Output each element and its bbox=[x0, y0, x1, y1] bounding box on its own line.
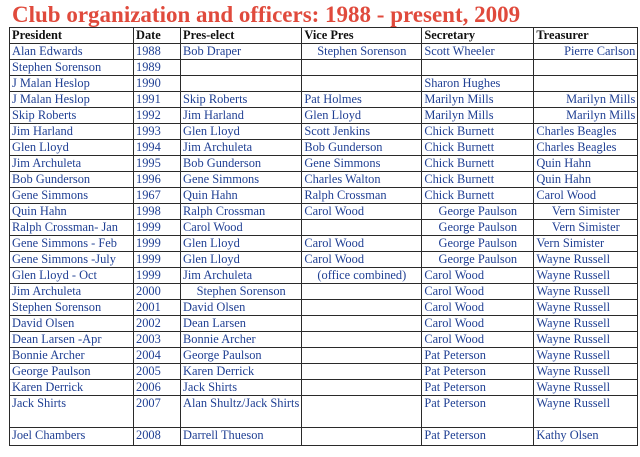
vice-pres-cell bbox=[302, 348, 422, 364]
president-cell: Jim Archuleta bbox=[10, 156, 134, 172]
date-cell: 2002 bbox=[134, 316, 181, 332]
table-row bbox=[10, 172, 638, 188]
pres-elect-cell: Skip Roberts bbox=[181, 92, 302, 108]
president-cell: George Paulson bbox=[10, 364, 134, 380]
secretary-cell bbox=[422, 60, 534, 76]
table-row bbox=[10, 188, 638, 204]
date-cell: 2005 bbox=[134, 364, 181, 380]
treasurer-cell: Wayne Russell bbox=[534, 396, 638, 428]
pres-elect-cell: Jim Harland bbox=[181, 108, 302, 124]
vice-pres-cell bbox=[302, 428, 422, 446]
president-cell: Bonnie Archer bbox=[10, 348, 134, 364]
vice-pres-cell bbox=[302, 284, 422, 300]
president-cell: Quin Hahn bbox=[10, 204, 134, 220]
secretary-cell: Chick Burnett bbox=[422, 124, 534, 140]
vice-pres-cell: Carol Wood bbox=[302, 204, 422, 220]
pres-elect-cell: Dean Larsen bbox=[181, 316, 302, 332]
pres-elect-cell: Bonnie Archer bbox=[181, 332, 302, 348]
president-cell: Skip Roberts bbox=[10, 108, 134, 124]
vice-pres-cell: (office combined) bbox=[302, 268, 422, 284]
treasurer-cell bbox=[534, 76, 638, 92]
president-cell: Glen Lloyd bbox=[10, 140, 134, 156]
column-header-president: President bbox=[10, 28, 134, 44]
table-row bbox=[10, 204, 638, 220]
treasurer-cell: Wayne Russell bbox=[534, 380, 638, 396]
table-row bbox=[10, 284, 638, 300]
secretary-cell: Marilyn Mills bbox=[422, 92, 534, 108]
pres-elect-cell: George Paulson bbox=[181, 348, 302, 364]
treasurer-cell: Charles Beagles bbox=[534, 140, 638, 156]
treasurer-cell: Vern Simister bbox=[534, 220, 638, 236]
date-cell: 1991 bbox=[134, 92, 181, 108]
treasurer-cell: Wayne Russell bbox=[534, 252, 638, 268]
vice-pres-cell: Ralph Crossman bbox=[302, 188, 422, 204]
treasurer-cell: Kathy Olsen bbox=[534, 428, 638, 446]
treasurer-cell: Wayne Russell bbox=[534, 268, 638, 284]
pres-elect-cell: Jack Shirts bbox=[181, 380, 302, 396]
table-row bbox=[10, 140, 638, 156]
date-cell: 1993 bbox=[134, 124, 181, 140]
date-cell: 1994 bbox=[134, 140, 181, 156]
table-header-row bbox=[10, 28, 638, 44]
date-cell: 1995 bbox=[134, 156, 181, 172]
table-row bbox=[10, 396, 638, 428]
secretary-cell: Chick Burnett bbox=[422, 172, 534, 188]
president-cell: Joel Chambers bbox=[10, 428, 134, 446]
secretary-cell: Sharon Hughes bbox=[422, 76, 534, 92]
secretary-cell: George Paulson bbox=[422, 204, 534, 220]
president-cell: Glen Lloyd - Oct bbox=[10, 268, 134, 284]
secretary-cell: Chick Burnett bbox=[422, 140, 534, 156]
pres-elect-cell bbox=[181, 76, 302, 92]
pres-elect-cell: Ralph Crossman bbox=[181, 204, 302, 220]
president-cell: Jim Harland bbox=[10, 124, 134, 140]
date-cell: 1992 bbox=[134, 108, 181, 124]
date-cell: 1996 bbox=[134, 172, 181, 188]
secretary-cell: George Paulson bbox=[422, 236, 534, 252]
president-cell: Gene Simmons - Feb bbox=[10, 236, 134, 252]
secretary-cell: Marilyn Mills bbox=[422, 108, 534, 124]
vice-pres-cell bbox=[302, 300, 422, 316]
date-cell: 1967 bbox=[134, 188, 181, 204]
pres-elect-cell: Glen Lloyd bbox=[181, 236, 302, 252]
vice-pres-cell bbox=[302, 364, 422, 380]
pres-elect-cell: Glen Lloyd bbox=[181, 124, 302, 140]
date-cell: 1989 bbox=[134, 60, 181, 76]
president-cell: Dean Larsen -Apr bbox=[10, 332, 134, 348]
table-row bbox=[10, 92, 638, 108]
date-cell: 2008 bbox=[134, 428, 181, 446]
pres-elect-cell: Glen Lloyd bbox=[181, 252, 302, 268]
treasurer-cell: Quin Hahn bbox=[534, 156, 638, 172]
secretary-cell: Pat Peterson bbox=[422, 380, 534, 396]
table-row bbox=[10, 236, 638, 252]
secretary-cell: Chick Burnett bbox=[422, 156, 534, 172]
treasurer-cell: Pierre Carlson bbox=[534, 44, 638, 60]
treasurer-cell: Vern Simister bbox=[534, 204, 638, 220]
vice-pres-cell bbox=[302, 60, 422, 76]
page-title: Club organization and officers: 1988 - present, 2009 bbox=[12, 2, 521, 27]
treasurer-cell: Wayne Russell bbox=[534, 300, 638, 316]
date-cell: 2007 bbox=[134, 396, 181, 428]
president-cell: J Malan Heslop bbox=[10, 76, 134, 92]
date-cell: 1999 bbox=[134, 220, 181, 236]
treasurer-cell: Vern Simister bbox=[534, 236, 638, 252]
date-cell: 1988 bbox=[134, 44, 181, 60]
treasurer-cell: Charles Beagles bbox=[534, 124, 638, 140]
president-cell: Gene Simmons bbox=[10, 188, 134, 204]
secretary-cell: Pat Peterson bbox=[422, 364, 534, 380]
table-row bbox=[10, 76, 638, 92]
pres-elect-cell: Alan Shultz/Jack Shirts bbox=[181, 396, 302, 428]
vice-pres-cell bbox=[302, 380, 422, 396]
table-row bbox=[10, 60, 638, 76]
vice-pres-cell bbox=[302, 76, 422, 92]
president-cell: Stephen Sorenson bbox=[10, 60, 134, 76]
secretary-cell: Chick Burnett bbox=[422, 188, 534, 204]
column-header-pres-elect: Pres-elect bbox=[181, 28, 302, 44]
date-cell: 1999 bbox=[134, 268, 181, 284]
vice-pres-cell bbox=[302, 396, 422, 428]
column-header-treasurer: Treasurer bbox=[534, 28, 638, 44]
secretary-cell: Carol Wood bbox=[422, 316, 534, 332]
secretary-cell: Carol Wood bbox=[422, 300, 534, 316]
treasurer-cell: Carol Wood bbox=[534, 188, 638, 204]
president-cell: David Olsen bbox=[10, 316, 134, 332]
pres-elect-cell: Bob Draper bbox=[181, 44, 302, 60]
pres-elect-cell: Quin Hahn bbox=[181, 188, 302, 204]
pres-elect-cell: Bob Gunderson bbox=[181, 156, 302, 172]
pres-elect-cell: Karen Derrick bbox=[181, 364, 302, 380]
column-header-vice-pres: Vice Pres bbox=[302, 28, 422, 44]
table-row bbox=[10, 428, 638, 446]
vice-pres-cell bbox=[302, 332, 422, 348]
president-cell: Stephen Sorenson bbox=[10, 300, 134, 316]
table-row bbox=[10, 108, 638, 124]
pres-elect-cell: Darrell Thueson bbox=[181, 428, 302, 446]
table-row bbox=[10, 44, 638, 60]
treasurer-cell bbox=[534, 60, 638, 76]
president-cell: Jim Archuleta bbox=[10, 284, 134, 300]
pres-elect-cell bbox=[181, 60, 302, 76]
secretary-cell: Carol Wood bbox=[422, 268, 534, 284]
treasurer-cell: Wayne Russell bbox=[534, 364, 638, 380]
table-row bbox=[10, 124, 638, 140]
treasurer-cell: Wayne Russell bbox=[534, 332, 638, 348]
vice-pres-cell: Carol Wood bbox=[302, 236, 422, 252]
table-row bbox=[10, 268, 638, 284]
treasurer-cell: Wayne Russell bbox=[534, 348, 638, 364]
date-cell: 2001 bbox=[134, 300, 181, 316]
vice-pres-cell: Glen Lloyd bbox=[302, 108, 422, 124]
president-cell: Bob Gunderson bbox=[10, 172, 134, 188]
pres-elect-cell: Gene Simmons bbox=[181, 172, 302, 188]
treasurer-cell: Wayne Russell bbox=[534, 284, 638, 300]
pres-elect-cell: David Olsen bbox=[181, 300, 302, 316]
date-cell: 2000 bbox=[134, 284, 181, 300]
treasurer-cell: Wayne Russell bbox=[534, 316, 638, 332]
secretary-cell: Pat Peterson bbox=[422, 396, 534, 428]
table-row bbox=[10, 300, 638, 316]
pres-elect-cell: Jim Archuleta bbox=[181, 268, 302, 284]
date-cell: 2006 bbox=[134, 380, 181, 396]
column-header-date: Date bbox=[134, 28, 181, 44]
date-cell: 1999 bbox=[134, 252, 181, 268]
vice-pres-cell: Scott Jenkins bbox=[302, 124, 422, 140]
table-row bbox=[10, 380, 638, 396]
table-row bbox=[10, 220, 638, 236]
president-cell: Karen Derrick bbox=[10, 380, 134, 396]
pres-elect-cell: Carol Wood bbox=[181, 220, 302, 236]
secretary-cell: George Paulson bbox=[422, 220, 534, 236]
vice-pres-cell: Carol Wood bbox=[302, 252, 422, 268]
secretary-cell: Carol Wood bbox=[422, 332, 534, 348]
secretary-cell: Carol Wood bbox=[422, 284, 534, 300]
secretary-cell: Pat Peterson bbox=[422, 348, 534, 364]
vice-pres-cell: Stephen Sorenson bbox=[302, 44, 422, 60]
vice-pres-cell: Gene Simmons bbox=[302, 156, 422, 172]
president-cell: Ralph Crossman- Jan bbox=[10, 220, 134, 236]
column-header-secretary: Secretary bbox=[422, 28, 534, 44]
vice-pres-cell bbox=[302, 316, 422, 332]
date-cell: 1999 bbox=[134, 236, 181, 252]
vice-pres-cell bbox=[302, 220, 422, 236]
vice-pres-cell: Bob Gunderson bbox=[302, 140, 422, 156]
date-cell: 1998 bbox=[134, 204, 181, 220]
vice-pres-cell: Pat Holmes bbox=[302, 92, 422, 108]
president-cell: Gene Simmons -July bbox=[10, 252, 134, 268]
date-cell: 1990 bbox=[134, 76, 181, 92]
pres-elect-cell: Jim Archuleta bbox=[181, 140, 302, 156]
date-cell: 2004 bbox=[134, 348, 181, 364]
secretary-cell: Pat Peterson bbox=[422, 428, 534, 446]
officers-table bbox=[9, 27, 638, 446]
president-cell: Jack Shirts bbox=[10, 396, 134, 428]
table-row bbox=[10, 316, 638, 332]
secretary-cell: Scott Wheeler bbox=[422, 44, 534, 60]
table-row bbox=[10, 252, 638, 268]
treasurer-cell: Quin Hahn bbox=[534, 172, 638, 188]
table-row bbox=[10, 364, 638, 380]
secretary-cell: George Paulson bbox=[422, 252, 534, 268]
date-cell: 2003 bbox=[134, 332, 181, 348]
president-cell: J Malan Heslop bbox=[10, 92, 134, 108]
table-row bbox=[10, 332, 638, 348]
treasurer-cell: Marilyn Mills bbox=[534, 92, 638, 108]
treasurer-cell: Marilyn Mills bbox=[534, 108, 638, 124]
vice-pres-cell: Charles Walton bbox=[302, 172, 422, 188]
president-cell: Alan Edwards bbox=[10, 44, 134, 60]
table-row bbox=[10, 156, 638, 172]
table-row bbox=[10, 348, 638, 364]
pres-elect-cell: Stephen Sorenson bbox=[181, 284, 302, 300]
